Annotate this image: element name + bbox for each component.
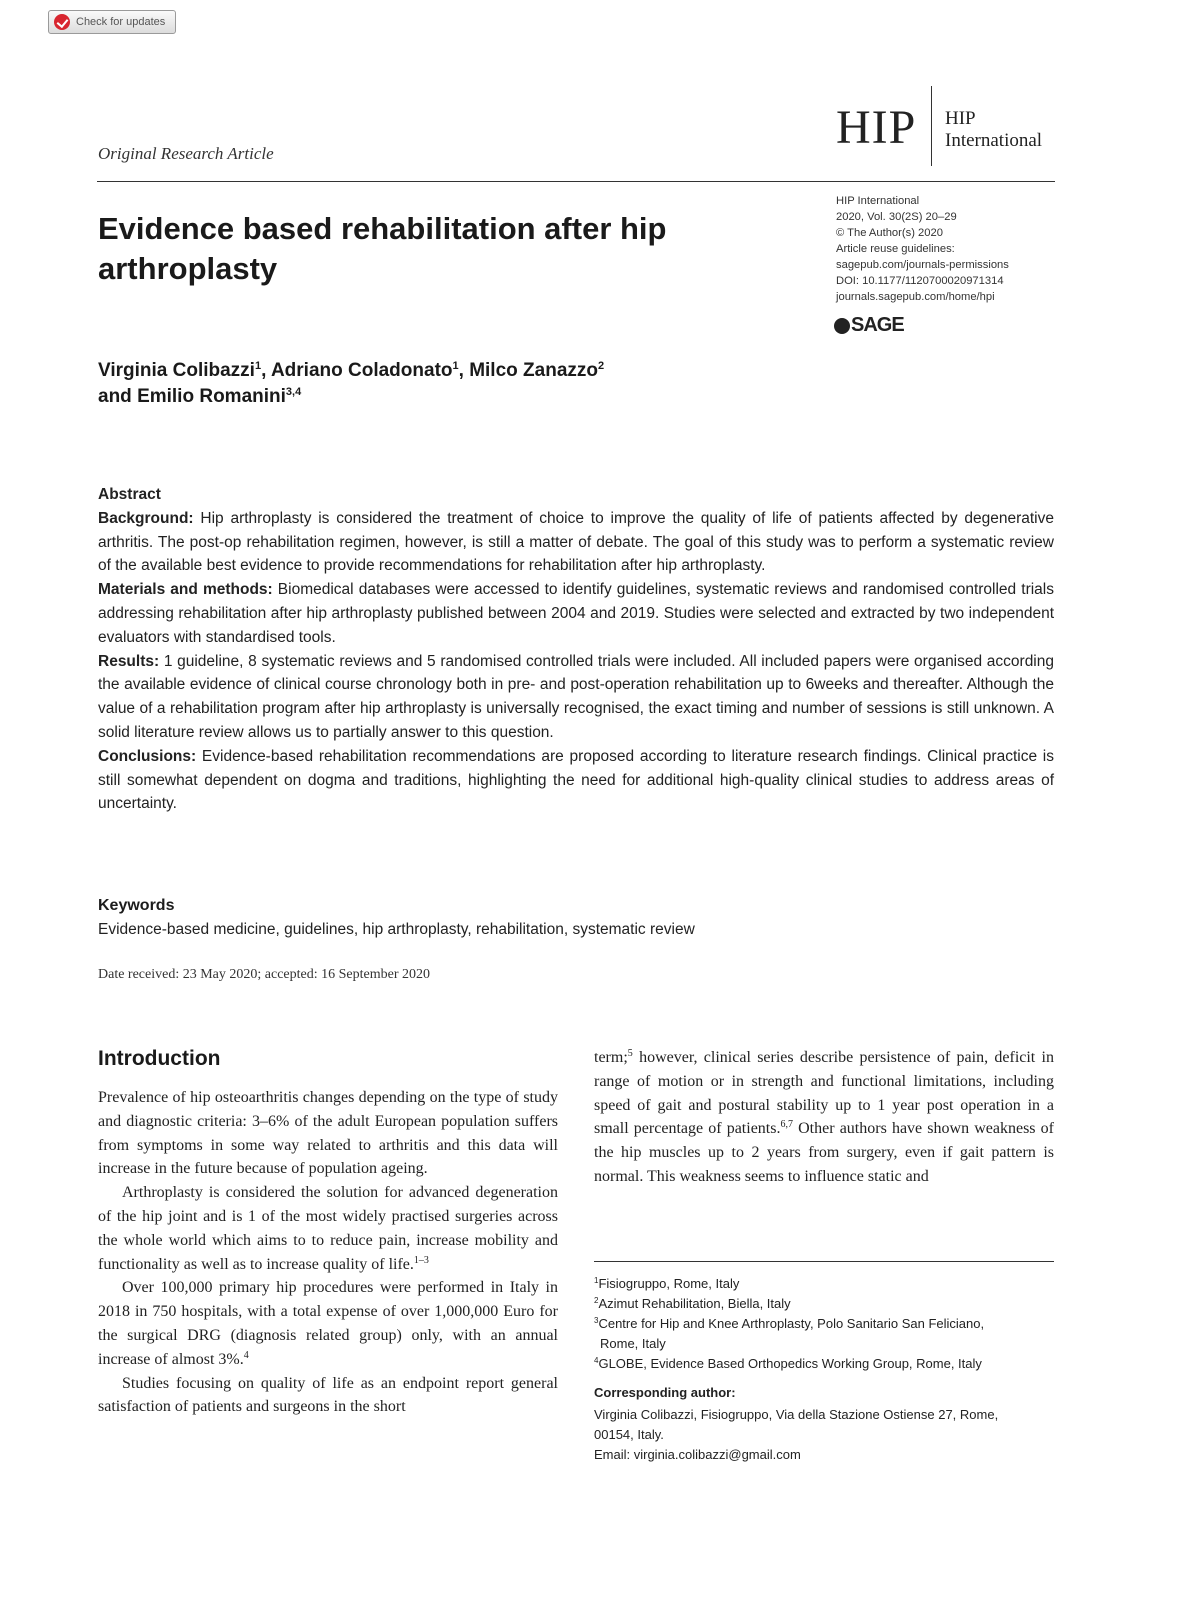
affiliation-text: Centre for Hip and Knee Arthroplasty, Polo Sanitario San Feliciano, (598, 1316, 985, 1331)
abstract-text: Biomedical databases were accessed to identify guidelines, systematic reviews and randomised controlled trials addressing rehabilitation after hip arthroplasty published between 2004 and 2019. Studies were selected and extracted by two independent evaluators with standardised tools. (98, 581, 1054, 646)
affiliation-text: Azimut Rehabilitation, Biella, Italy (598, 1296, 791, 1311)
abstract-results (98, 650, 1054, 745)
citation-link[interactable]: 6,7 (780, 1119, 793, 1131)
affiliation-item (594, 1294, 1054, 1314)
author-affiliation: 3,4 (285, 386, 302, 398)
paragraph-text: Arthroplasty is considered the solution for advanced degeneration of the hip joint and is 1 of the most widely practised surgeries across the whole world which aims to to reduce pain, increase mobility and functionality as well as to increase quality of life. (98, 1184, 558, 1273)
section-heading-introduction: Introduction (98, 1047, 221, 1070)
journal-info-line: 2020, Vol. 30(2S) 20–29 (836, 211, 957, 223)
body-paragraph: Prevalence of hip osteoarthritis changes depending on the type of study and diagnostic criteria: 3–6% of the adult European population suffers from symptoms in some way related to arthritis and this data will increase in the future because of population ageing. (98, 1089, 558, 1178)
affiliation-text: Fisiogruppo, Rome, Italy (598, 1276, 740, 1291)
affiliation-text-cont: Rome, Italy (600, 1336, 666, 1351)
abstract-label: Conclusions: (98, 747, 197, 765)
body-paragraph: Studies focusing on quality of life as an endpoint report general satisfaction of patients and surgeons in the short (98, 1374, 558, 1416)
body-column-left (98, 1086, 558, 1419)
body-column-right (594, 1046, 1054, 1189)
abstract-heading: Abstract (98, 486, 161, 503)
abstract-label: Materials and methods: (98, 581, 273, 599)
abstract-conclusions (98, 745, 1054, 816)
affiliation-text: GLOBE, Evidence Based Orthopedics Working Group, Rome, Italy (598, 1356, 982, 1371)
keywords-heading: Keywords (98, 897, 175, 914)
journal-info-line: © The Author(s) 2020 (836, 227, 943, 239)
sage-logo-text: SAGE (851, 314, 904, 336)
article-type: Original Research Article (98, 144, 274, 163)
corresponding-address: 00154, Italy. (594, 1427, 664, 1442)
paragraph-text: however, clinical series describe persistence of pain, deficit in range of motion or in strength and functional limitations, including speed of gait and postural stability up to 1 year post operation in a small percentage of patients. (594, 1049, 1054, 1138)
body-paragraph (98, 1276, 558, 1371)
journal-logo-line2: International (945, 130, 1043, 151)
affiliation-item (594, 1314, 1054, 1354)
journal-logo-line1: HIP (945, 108, 976, 129)
author-conjunction: and (98, 386, 132, 407)
permissions-link[interactable]: sagepub.com/journals-permissions (836, 259, 1009, 271)
author-list: Virginia Colibazzi$^1$, Adriano Coladonato$^1$, Milco Zanazzo$^2$ and Emilio Romanini$^{3,4}$ (98, 360, 605, 407)
affiliation-number: 4 (594, 1356, 599, 1365)
affiliation-number: 2 (594, 1296, 599, 1305)
journal-logo-abbrev: HIP (836, 101, 917, 154)
keywords-list: Evidence-based medicine, guidelines, hip arthroplasty, rehabilitation, systematic review (98, 921, 695, 938)
sage-logo (834, 314, 904, 337)
logo-divider (931, 86, 932, 166)
author-name: Virginia Colibazzi (98, 360, 255, 381)
body-paragraph (594, 1046, 1054, 1189)
paragraph-text: Other authors have shown weakness of the hip muscles up to 2 years from surgery, even if gait pattern is normal. This weakness seems to influence static and (594, 1120, 1055, 1185)
paragraph-text: Over 100,000 primary hip procedures were performed in Italy in 2018 in 750 hospitals, with a total expense of over 1,000,000 Euro for the surgical DRG (diagnosis related group) only, with an annual increase of almost 3%. (98, 1279, 558, 1368)
corresponding-author (594, 1405, 1054, 1465)
affiliation-item (594, 1274, 1054, 1294)
citation-link[interactable]: 5 (627, 1048, 633, 1059)
abstract-methods (98, 578, 1054, 649)
citation-link[interactable]: 4 (243, 1349, 249, 1361)
affiliation-number: 3 (594, 1316, 599, 1325)
paragraph-text: term; (594, 1049, 628, 1066)
author-name: Emilio Romanini (137, 386, 286, 407)
footnote-divider (594, 1261, 1054, 1262)
article-title: Evidence based rehabilitation after hip arthroplasty (98, 211, 667, 286)
abstract (98, 483, 1054, 816)
author-affiliation: 1 (254, 360, 262, 372)
doi-link[interactable]: DOI: 10.1177/1120700020971314 (836, 275, 1004, 287)
journal-info (836, 193, 1009, 305)
check-for-updates-label: Check for updates (76, 16, 166, 28)
affiliation-item (594, 1354, 1054, 1374)
body-paragraph (98, 1181, 558, 1276)
affiliations (594, 1274, 1054, 1374)
date-received: Date received: 23 May 2020; accepted: 16 September 2020 (98, 967, 430, 982)
abstract-background (98, 507, 1054, 578)
abstract-label: Results: (98, 652, 160, 670)
journal-logo-name (945, 108, 1042, 152)
author-affiliation: 2 (598, 360, 605, 372)
author-affiliation: 1 (452, 360, 459, 372)
abstract-text: Evidence-based rehabilitation recommendations are proposed according to literature research findings. Clinical practice is still somewhat dependent on dogma and traditions, highlighting the need for additional high-quality clinical studies to address areas of uncertainty. (98, 747, 1055, 813)
sage-logo-icon (834, 318, 850, 334)
journal-home-link[interactable]: journals.sagepub.com/home/hpi (836, 291, 995, 303)
author-name: Adriano Coladonato (270, 360, 453, 381)
abstract-text: Hip arthroplasty is considered the treatment of choice to improve the quality of life of patients affected by degenerative arthritis. The post-op rehabilitation regimen, however, is still a matter of debate. The goal of this study was to perform a systematic review of the available best evidence to provide recommendations for rehabilitation after hip arthroplasty. (98, 509, 1054, 575)
check-for-updates-button[interactable] (48, 10, 176, 34)
affiliation-number: 1 (594, 1276, 599, 1285)
citation-link[interactable]: 1–3 (413, 1254, 429, 1266)
journal-info-line: Article reuse guidelines: (836, 243, 955, 255)
abstract-label: Background: (98, 509, 194, 527)
corresponding-author-heading: Corresponding author: (594, 1385, 736, 1400)
corresponding-address: Virginia Colibazzi, Fisiogruppo, Via della Stazione Ostiense 27, Rome, (594, 1407, 999, 1422)
abstract-text: 1 guideline, 8 systematic reviews and 5 randomised controlled trials were included. All included papers were organised according the available evidence of clinical course chronology both in pre- and post-operation rehabilitation up to 6weeks and thereafter. Although the value of a rehabilitation program after hip arthroplasty is universally recognised, the exact timing and number of sessions is still unknown. A solid literature review allows us to partially answer to this question. (98, 652, 1054, 741)
check-icon (54, 14, 70, 30)
journal-info-line: HIP International (836, 195, 920, 207)
author-name: Milco Zanazzo (469, 360, 598, 381)
corresponding-email[interactable]: Email: virginia.colibazzi@gmail.com (594, 1447, 801, 1462)
header-divider (97, 181, 1055, 182)
